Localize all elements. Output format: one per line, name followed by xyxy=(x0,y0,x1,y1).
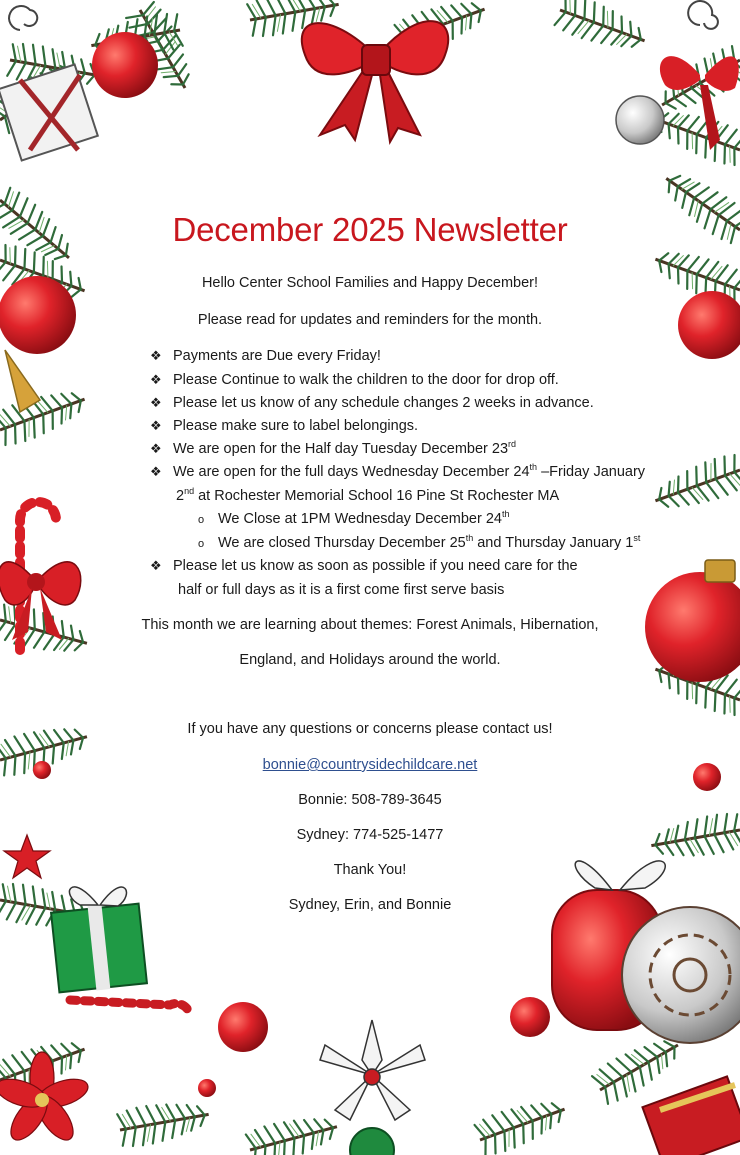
list-item-continuation: half or full days as it is a first come first serve basis xyxy=(178,582,505,598)
list-item: ❖ We are open for the Half day Tuesday December 23rd xyxy=(150,439,517,457)
bullet-marker-icon: ❖ xyxy=(150,395,162,410)
sub-list-item: o We are closed Thursday December 25th and Thursday January 1st xyxy=(198,533,641,551)
email-row xyxy=(0,756,740,774)
list-item: ❖ Payments are Due every Friday! xyxy=(150,348,381,364)
list-item: ❖ Please make sure to label belongings. xyxy=(150,418,419,434)
bullet-marker-icon: ❖ xyxy=(150,464,162,479)
intro-text: Please read for updates and reminders for the month. xyxy=(197,312,543,328)
list-item-continuation: 2nd at Rochester Memorial School 16 Pine St Rochester MA xyxy=(176,486,560,504)
bullet-marker-icon: ❖ xyxy=(150,348,162,363)
signature-text: Sydney, Erin, and Bonnie xyxy=(288,897,452,913)
questions-text: If you have any questions or concerns please contact us! xyxy=(187,721,553,737)
sub-bullet-marker-icon: o xyxy=(198,514,205,526)
phone-bonnie: Bonnie: 508-789-3645 xyxy=(298,792,442,808)
thanks-text: Thank You! xyxy=(333,862,407,878)
sub-bullet-marker-icon: o xyxy=(198,538,205,550)
sub-list-item: o We Close at 1PM Wednesday December 24th xyxy=(198,509,510,527)
greeting-text: Hello Center School Families and Happy December! xyxy=(201,275,539,291)
bullet-marker-icon: ❖ xyxy=(150,418,162,433)
phone-sydney: Sydney: 774-525-1477 xyxy=(296,827,444,843)
list-item: ❖ Please let us know of any schedule changes 2 weeks in advance. xyxy=(150,395,594,411)
bullet-marker-icon: ❖ xyxy=(150,372,162,387)
newsletter-title: December 2025 Newsletter xyxy=(172,211,568,248)
bullet-marker-icon: ❖ xyxy=(150,558,162,573)
list-item: ❖ Please Continue to walk the children to the door for drop off. xyxy=(150,372,559,388)
email-link[interactable]: bonnie@countrysidechildcare.net xyxy=(262,757,478,773)
list-item: ❖ Please let us know as soon as possible if you need care for the xyxy=(150,558,578,574)
bullet-marker-icon: ❖ xyxy=(150,441,162,456)
themes-text-continued: England, and Holidays around the world. xyxy=(239,652,501,668)
themes-text: This month we are learning about themes: Forest Animals, Hibernation, xyxy=(141,617,599,633)
list-item: ❖ We are open for the full days Wednesday December 24th –Friday January xyxy=(150,462,646,480)
